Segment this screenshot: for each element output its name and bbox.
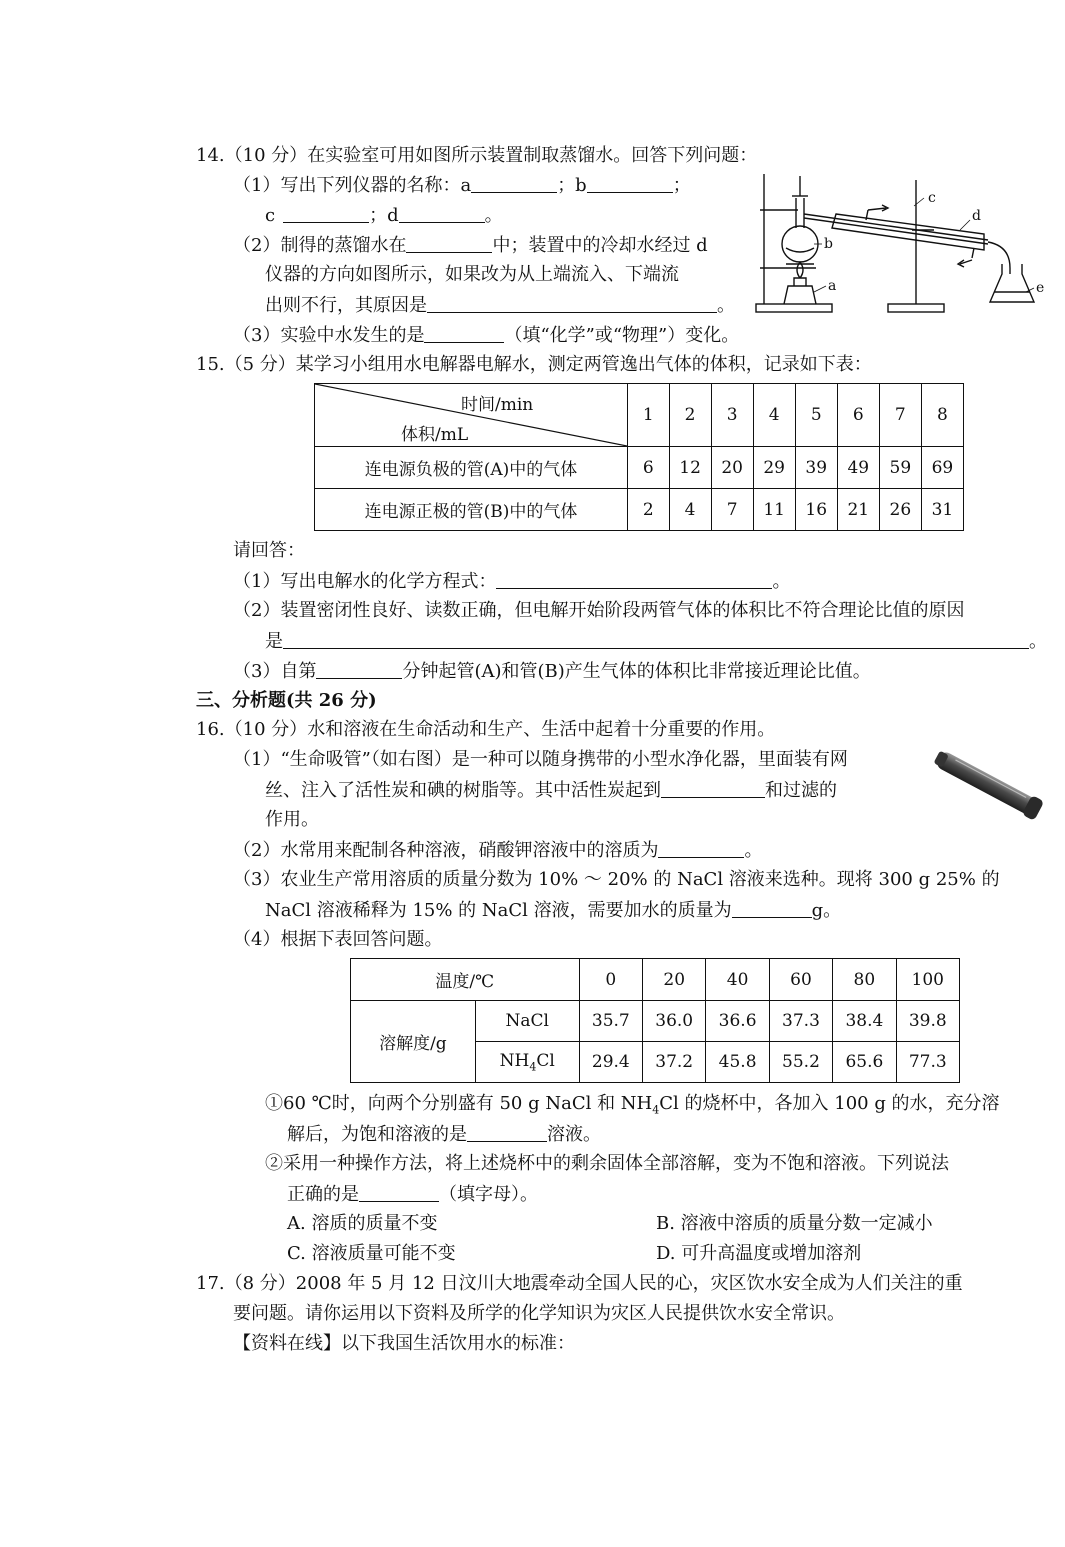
blank-ratio-reason[interactable] xyxy=(283,628,1029,649)
q16-part1-line2: 丝、注入了活性炭和碘的树脂等。其中活性炭起到 和过滤的 xyxy=(265,777,837,804)
time-cell: 4 xyxy=(753,384,795,447)
temp-label: 温度/℃ xyxy=(351,959,580,1001)
time-cell: 1 xyxy=(628,384,670,447)
blank-c[interactable] xyxy=(283,202,369,223)
blank-solute[interactable] xyxy=(658,837,744,858)
nacl-cell: 37.3 xyxy=(769,1001,832,1042)
nacl-cell: 38.4 xyxy=(833,1001,896,1042)
q14-part1-line2: c ；d 。 xyxy=(265,202,503,229)
row-b-cell: 16 xyxy=(795,489,837,531)
label-b: b xyxy=(824,236,833,252)
q16-part1-line1: （1）“生命吸管”（如右图）是一种可以随身携带的小型水净化器，里面装有网 xyxy=(233,749,848,770)
q16-sub1-line1: ①60 ℃时，向两个分别盛有 50 g NaCl 和 $NH_4Cl$ 的烧杯中，各加入 100 g 的水，充分溶 xyxy=(265,1093,1000,1117)
q14-part2-line1: （2）制得的蒸馏水在 中；装置中的冷却水经过 d xyxy=(233,232,708,259)
label-d: d xyxy=(972,208,981,224)
row-a-cell: 20 xyxy=(711,447,753,489)
row-b-cell: 26 xyxy=(879,489,921,531)
q15-stem: 15.（5 分）某学习小组用水电解器电解水，测定两管逸出气体的体积，记录如下表： xyxy=(196,354,872,375)
temp-cell: 0 xyxy=(579,959,642,1001)
nacl-label: NaCl xyxy=(475,1001,579,1042)
row-b-cell: 11 xyxy=(753,489,795,531)
option-a: A. 溶质的质量不变 xyxy=(287,1213,438,1234)
row-b-cell: 2 xyxy=(628,489,670,531)
nacl-cell: 36.0 xyxy=(643,1001,706,1042)
q15-part3: （3）自第 分钟起管(A)和管(B)产生气体的体积比非常接近理论比值。 xyxy=(233,658,871,685)
temp-cell: 60 xyxy=(769,959,832,1001)
row-b-cell: 7 xyxy=(711,489,753,531)
solubility-table xyxy=(350,958,960,1083)
blank-collect[interactable] xyxy=(406,232,492,253)
q14-part2-line3: 出则不行，其原因是 。 xyxy=(265,292,735,319)
row-b-cell: 31 xyxy=(921,489,963,531)
blank-equation[interactable] xyxy=(496,568,772,589)
nacl-cell: 39.8 xyxy=(896,1001,959,1042)
temp-cell: 20 xyxy=(643,959,706,1001)
row-b-cell: 4 xyxy=(669,489,711,531)
nh4cl-cell: 45.8 xyxy=(706,1042,769,1083)
row-b-cell: 21 xyxy=(837,489,879,531)
q14-stem: 14.（10 分）在实验室可用如图所示装置制取蒸馏水。回答下列问题： xyxy=(196,145,758,166)
q16-part2: （2）水常用来配制各种溶液，硝酸钾溶液中的溶质为 。 xyxy=(233,837,762,864)
q15-part1: （1）写出电解水的化学方程式： 。 xyxy=(233,568,790,595)
q16-part3-line2: NaCl 溶液稀释为 15% 的 NaCl 溶液，需要加水的质量为 g。 xyxy=(265,897,841,924)
lifestraw-photo xyxy=(928,742,1048,826)
label-c: c xyxy=(928,190,936,206)
distillation-apparatus-figure xyxy=(748,168,1048,318)
temp-cell: 80 xyxy=(833,959,896,1001)
blank-water-mass[interactable] xyxy=(732,897,812,918)
row-b-label: 连电源正极的管(B)中的气体 xyxy=(315,489,628,531)
time-cell: 5 xyxy=(795,384,837,447)
nh4cl-label: $NH_4Cl$ xyxy=(475,1042,579,1083)
row-a-cell: 29 xyxy=(753,447,795,489)
row-a-cell: 12 xyxy=(669,447,711,489)
nh4cl-cell: 29.4 xyxy=(579,1042,642,1083)
q17-line3: 【资料在线】以下我国生活饮用水的标准： xyxy=(233,1333,575,1354)
nh4cl-cell: 55.2 xyxy=(769,1042,832,1083)
q16-part1-line3: 作用。 xyxy=(265,809,319,830)
q16-sub1-line2: 解后，为饱和溶液的是 溶液。 xyxy=(287,1121,601,1148)
time-cell: 2 xyxy=(669,384,711,447)
blank-saturated[interactable] xyxy=(467,1121,547,1142)
q14-part1-line1: （1）写出下列仪器的名称：a ；b ； xyxy=(233,172,691,199)
row-a-cell: 49 xyxy=(837,447,879,489)
option-c: C. 溶液质量可能不变 xyxy=(287,1243,456,1264)
nacl-cell: 36.6 xyxy=(706,1001,769,1042)
nh4cl-cell: 37.2 xyxy=(643,1042,706,1083)
q14-part3: （3）实验中水发生的是 （填“化学”或“物理”）变化。 xyxy=(233,322,739,349)
q16-stem: 16.（10 分）水和溶液在生命活动和生产、生活中起着十分重要的作用。 xyxy=(196,719,776,740)
q17-line1: 17.（8 分）2008 年 5 月 12 日汶川大地震牵动全国人民的心，灾区饮水安全成为人们关注的重 xyxy=(196,1273,963,1294)
blank-minute[interactable] xyxy=(316,658,402,679)
q15-part2-line1: （2）装置密闭性良好、读数正确，但电解开始阶段两管气体的体积比不符合理论比值的原因 xyxy=(233,600,965,621)
row-a-cell: 69 xyxy=(921,447,963,489)
q16-sub2-line2: 正确的是 （填字母）。 xyxy=(287,1181,538,1208)
row-a-label: 连电源负极的管(A)中的气体 xyxy=(315,447,628,489)
blank-d[interactable] xyxy=(399,202,485,223)
nh4cl-cell: 77.3 xyxy=(896,1042,959,1083)
header-volume: 体积/mL xyxy=(401,425,469,445)
row-a-cell: 59 xyxy=(879,447,921,489)
solubility-label: 溶解度/g xyxy=(351,1001,476,1083)
blank-choice[interactable] xyxy=(359,1181,439,1202)
nh4cl-cell: 65.6 xyxy=(833,1042,896,1083)
q15-part2-line2: 是 。 xyxy=(265,628,1047,655)
blank-reason[interactable] xyxy=(427,292,717,313)
label-a: a xyxy=(828,278,837,294)
header-time: 时间/min xyxy=(461,395,534,415)
blank-b[interactable] xyxy=(587,172,673,193)
time-cell: 3 xyxy=(711,384,753,447)
q14-part2-line2: 仪器的方向如图所示，如果改为从上端流入、下端流 xyxy=(265,264,679,285)
q17-line2: 要问题。请你运用以下资料及所学的化学知识为灾区人民提供饮水安全常识。 xyxy=(233,1303,845,1324)
row-a-cell: 39 xyxy=(795,447,837,489)
q16-part3-line1: （3）农业生产常用溶质的质量分数为 10% ～ 20% 的 NaCl 溶液来选种。现将 300 g 25% 的 xyxy=(233,869,1000,890)
q16-part4: （4）根据下表回答问题。 xyxy=(233,929,443,950)
q16-sub2-line1: ②采用一种操作方法，将上述烧杯中的剩余固体全部溶解，变为不饱和溶液。下列说法 xyxy=(265,1153,949,1174)
electrolysis-table xyxy=(314,383,964,531)
blank-change[interactable] xyxy=(424,322,504,343)
blank-carbon[interactable] xyxy=(661,777,765,798)
table-diagonal-header xyxy=(315,384,628,447)
nacl-cell: 35.7 xyxy=(579,1001,642,1042)
time-cell: 6 xyxy=(837,384,879,447)
time-cell: 8 xyxy=(921,384,963,447)
option-b: B. 溶液中溶质的质量分数一定减小 xyxy=(656,1213,933,1234)
q15-ask: 请回答： xyxy=(233,540,305,561)
row-a-cell: 6 xyxy=(628,447,670,489)
time-cell: 7 xyxy=(879,384,921,447)
option-d: D. 可升高温度或增加溶剂 xyxy=(656,1243,862,1264)
label-e: e xyxy=(1036,280,1045,296)
blank-a[interactable] xyxy=(471,172,557,193)
section-3-title: 三、分析题(共 26 分) xyxy=(196,690,377,711)
temp-cell: 100 xyxy=(896,959,959,1001)
temp-cell: 40 xyxy=(706,959,769,1001)
